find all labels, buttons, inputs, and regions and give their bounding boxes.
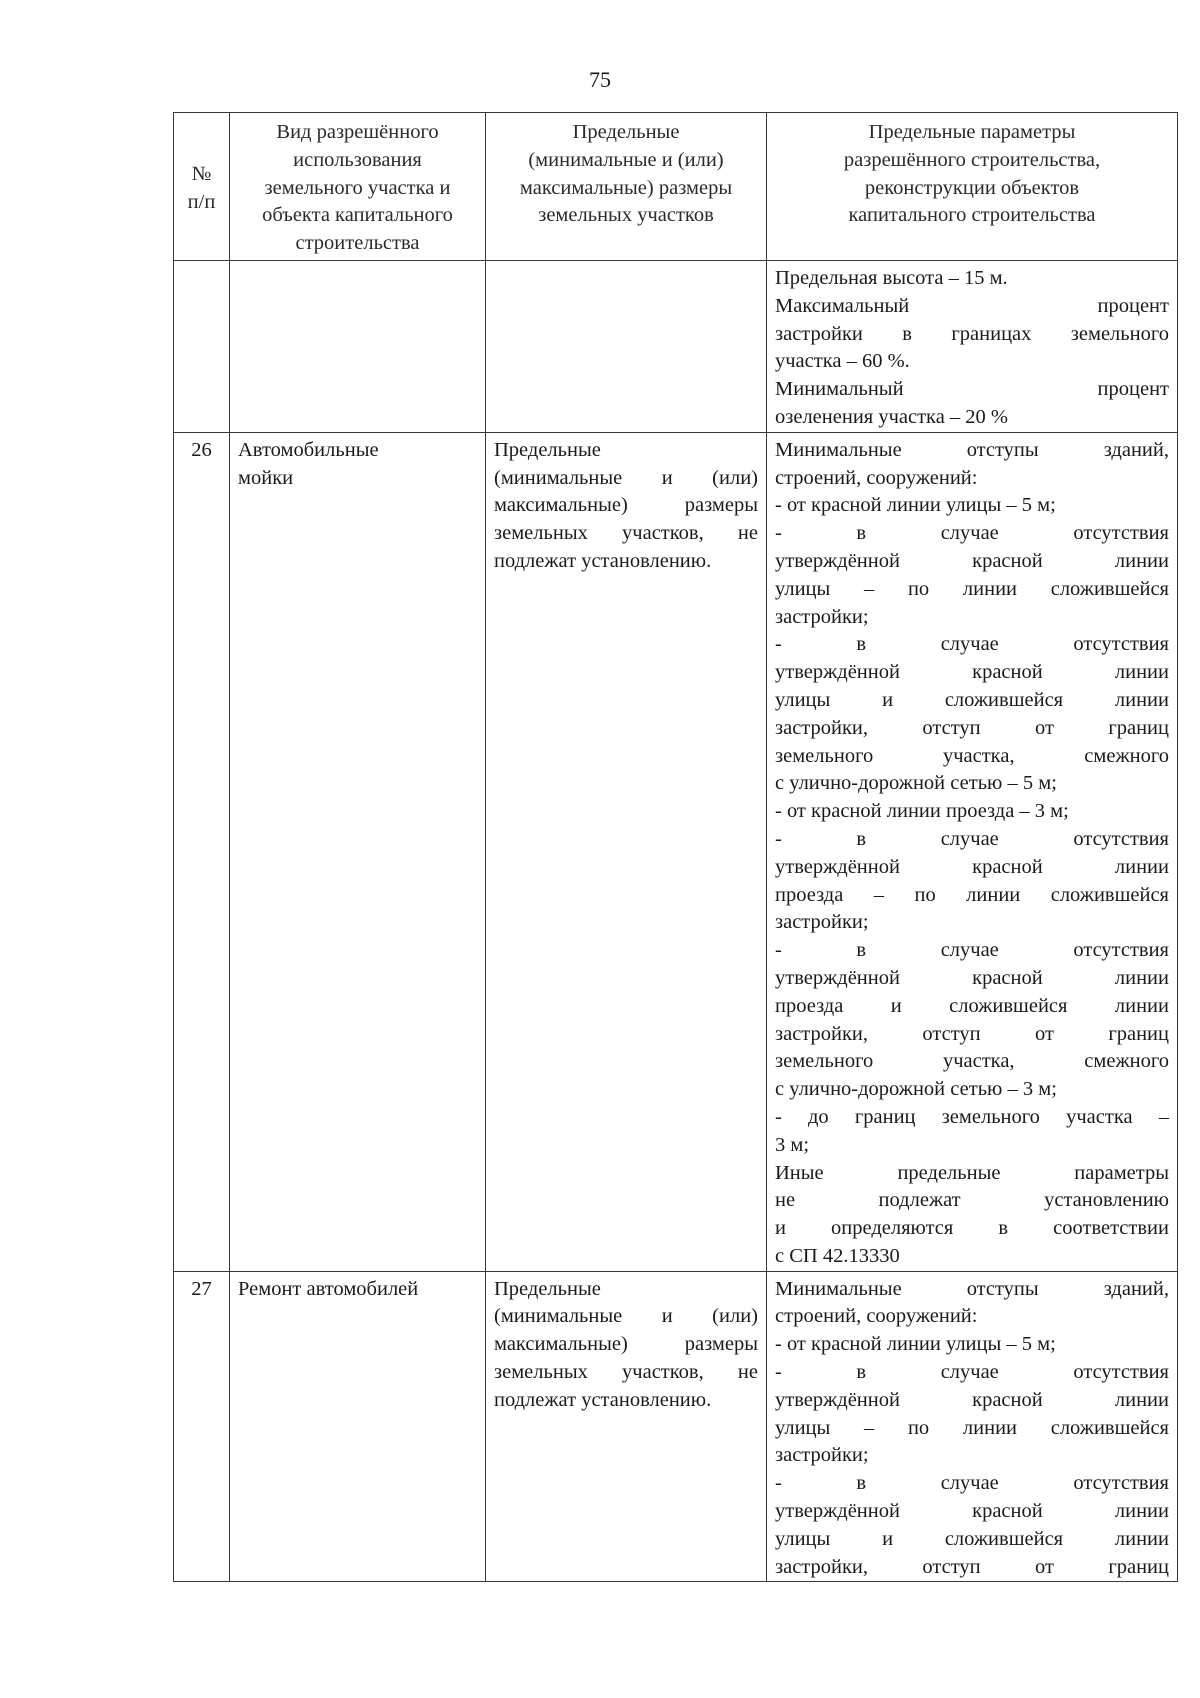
cell-line: застройки, отступ от границ	[775, 716, 1169, 739]
header-line: п/п	[187, 190, 216, 213]
construction-params-cell	[767, 1271, 1178, 1582]
cell-line: земельных участков, не	[494, 1361, 758, 1384]
header-line: разрешённого строительства,	[843, 148, 1101, 171]
header-number	[174, 113, 230, 261]
header-line: объекта капитального	[262, 204, 453, 227]
cell-line: Предельные	[494, 1277, 601, 1300]
header-line: земельного участка и	[264, 176, 451, 199]
row-number: 27	[174, 1271, 230, 1582]
header-line: реконструкции объектов	[864, 176, 1080, 199]
cell-line: 3 м;	[775, 1133, 810, 1156]
cell-line: Иные предельные параметры	[775, 1161, 1169, 1184]
cell-line: Минимальные отступы зданий,	[775, 1277, 1169, 1300]
cell-line: утверждённой красной линии	[775, 1388, 1169, 1411]
table-row	[174, 261, 1178, 433]
page-number: 75	[589, 67, 611, 92]
construction-params-cell	[767, 261, 1178, 433]
cell-line: земельного участка, смежного	[775, 1050, 1169, 1073]
cell-line: подлежат установлению.	[494, 1388, 712, 1411]
header-line: максимальные) размеры	[519, 176, 733, 199]
table-row	[174, 1271, 1178, 1582]
cell-line: с улично-дорожной сетью – 3 м;	[775, 1078, 1057, 1101]
cell-line: Максимальный процент	[775, 294, 1169, 317]
cell-line: - до границ земельного участка –	[775, 1105, 1169, 1128]
cell-line: Предельная высота – 15 м.	[775, 267, 1008, 289]
cell-line: - от красной линии улицы – 5 м;	[775, 494, 1056, 517]
permitted-use-cell	[230, 261, 486, 433]
header-construction-params	[767, 113, 1178, 261]
header-plot-size	[486, 113, 767, 261]
cell-line: Минимальный процент	[775, 378, 1169, 401]
permitted-use-cell: Ремонт автомобилей	[230, 1271, 486, 1582]
cell-line: и определяются в соответствии	[775, 1217, 1169, 1240]
cell-line: проезда – по линии сложившейся	[775, 883, 1169, 906]
header-line: капитального строительства	[848, 204, 1096, 227]
cell-line: Предельные	[494, 438, 601, 461]
cell-line: - в случае отсутствия	[775, 633, 1169, 656]
cell-line: утверждённой красной линии	[775, 549, 1169, 572]
table-header-row	[174, 113, 1178, 261]
cell-line: утверждённой красной линии	[775, 855, 1169, 878]
cell-line: с улично-дорожной сетью – 5 м;	[775, 772, 1057, 795]
permitted-use-cell: Автомобильные мойки	[230, 432, 486, 1271]
header-line: Предельные	[572, 121, 680, 143]
table-row	[174, 432, 1178, 1271]
cell-line: утверждённой красной линии	[775, 661, 1169, 684]
header-line: земельных участков	[538, 204, 714, 227]
cell-line: земельных участков, не	[494, 522, 758, 545]
cell-line: застройки в границах земельного	[775, 322, 1169, 345]
cell-line: - от красной линии улицы – 5 м;	[775, 1333, 1056, 1356]
cell-line: улицы – по линии сложившейся	[775, 577, 1169, 600]
cell-line: с СП 42.13330	[775, 1244, 900, 1267]
cell-line: максимальные) размеры	[494, 494, 758, 517]
construction-params-cell	[767, 432, 1178, 1271]
header-permitted-use	[230, 113, 486, 261]
cell-line: Минимальные отступы зданий,	[775, 438, 1169, 461]
cell-line: застройки;	[775, 911, 869, 934]
cell-line: застройки, отступ от границ	[775, 1022, 1169, 1045]
cell-line: улицы и сложившейся линии	[775, 1527, 1169, 1550]
cell-line: строений, сооружений:	[775, 1305, 978, 1328]
cell-line: озеленения участка – 20 %	[775, 405, 1009, 428]
cell-line: земельного участка, смежного	[775, 744, 1169, 767]
zoning-parameters-table	[173, 112, 1178, 1582]
cell-line: застройки, отступ от границ	[775, 1555, 1169, 1578]
cell-line: застройки;	[775, 605, 869, 628]
cell-line: проезда и сложившейся линии	[775, 994, 1169, 1017]
cell-line: не подлежат установлению	[775, 1189, 1169, 1212]
header-line: Вид разрешённого	[276, 121, 439, 143]
cell-line: - в случае отсутствия	[775, 522, 1169, 545]
plot-size-cell	[486, 1271, 767, 1582]
row-number	[174, 261, 230, 433]
cell-line: - от красной линии проезда – 3 м;	[775, 800, 1069, 823]
cell-line: максимальные) размеры	[494, 1333, 758, 1356]
cell-line: (минимальные и (или)	[494, 1305, 758, 1328]
plot-size-cell	[486, 432, 767, 1271]
cell-line: - в случае отсутствия	[775, 939, 1169, 962]
header-line: Предельные параметры	[868, 121, 1076, 143]
plot-size-cell	[486, 261, 767, 433]
cell-line: улицы и сложившейся линии	[775, 688, 1169, 711]
cell-line: утверждённой красной линии	[775, 966, 1169, 989]
header-line: (минимальные и (или)	[528, 148, 724, 171]
cell-line: подлежат установлению.	[494, 549, 712, 572]
cell-line: - в случае отсутствия	[775, 827, 1169, 850]
cell-line: утверждённой красной линии	[775, 1500, 1169, 1523]
cell-line: - в случае отсутствия	[775, 1472, 1169, 1495]
cell-line: улицы – по линии сложившейся	[775, 1416, 1169, 1439]
cell-line: застройки;	[775, 1444, 869, 1467]
cell-line: строений, сооружений:	[775, 466, 978, 489]
cell-line: участка – 60 %.	[775, 350, 910, 373]
row-number: 26	[174, 432, 230, 1271]
header-line: строительства	[295, 232, 420, 255]
header-line: использования	[293, 148, 422, 171]
cell-line: (минимальные и (или)	[494, 466, 758, 489]
header-line: №	[191, 162, 212, 185]
cell-line: - в случае отсутствия	[775, 1361, 1169, 1384]
